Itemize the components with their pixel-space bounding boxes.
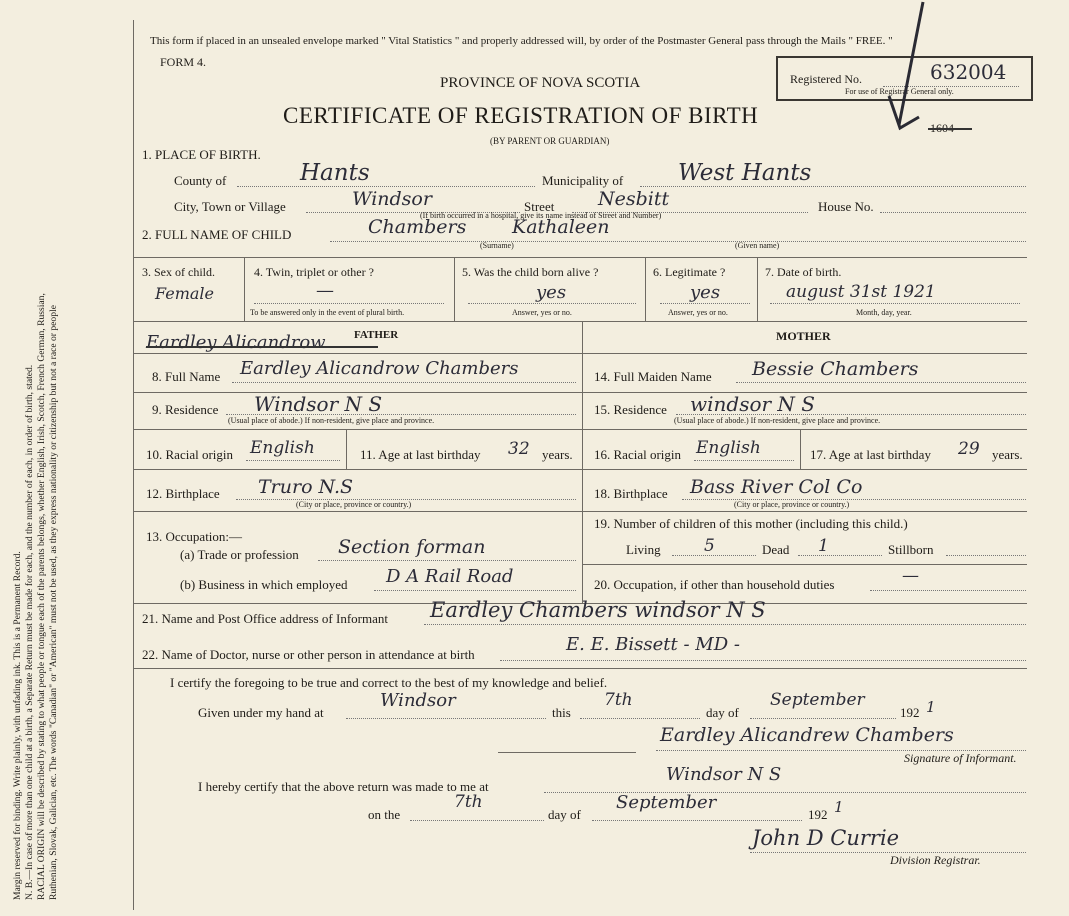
mother-residence-value: windsor N S (690, 392, 815, 416)
children-count-label: 19. Number of children of this mother (including this child.) (594, 516, 908, 531)
municipality-label: Municipality of (542, 173, 624, 188)
street-label: Street (524, 199, 555, 214)
given-year-prefix: 192 (900, 705, 920, 720)
mother-occupation-value: — (902, 566, 919, 586)
place-of-birth-label: 1. PLACE OF BIRTH. (142, 147, 261, 162)
father-race-label: 10. Racial origin (146, 447, 234, 462)
province-heading: PROVINCE OF NOVA SCOTIA (440, 75, 641, 91)
legitimate-label: 6. Legitimate ? (653, 265, 726, 279)
father-race-value: English (250, 438, 315, 458)
father-residence-note: (Usual place of abode.) If non-resident, give place and province. (228, 416, 435, 425)
twin-label: 4. Twin, triplet or other ? (254, 265, 374, 279)
twin-value: — (316, 280, 334, 301)
this-label: this (552, 705, 571, 720)
alive-value: yes (536, 282, 567, 303)
father-birthplace-label: 12. Birthplace (146, 486, 220, 501)
mother-birthplace-note: (City or place, province or country.) (734, 500, 850, 509)
doctor-label: 22. Name of Doctor, nurse or other person in attendance at birth (142, 647, 475, 662)
registered-label: Registered No. (790, 72, 862, 86)
child-given-value: Kathaleen (512, 216, 610, 238)
given-under-label: Given under my hand at (198, 705, 324, 720)
informant-signature: Eardley Alicandrew Chambers (660, 724, 954, 746)
margin-line: Margin reserved for binding. Write plainly, with unfading ink. This is a Permanent Record. (12, 551, 23, 900)
father-birthplace-note: (City or place, province or country.) (296, 500, 412, 509)
signature-caption: Signature of Informant. (904, 751, 1017, 765)
registration-day-value: 7th (454, 792, 483, 812)
slash-mark (885, 0, 935, 140)
blank-signature-line (498, 752, 636, 753)
certificate-subtitle: (BY PARENT OR GUARDIAN) (490, 136, 610, 146)
mother-name-label: 14. Full Maiden Name (594, 369, 712, 384)
margin-line: RACIAL ORIGIN will be described by stating to what people or tongue each of the parents belongs, whether English, Irish, Scotch, French German, Russian, (36, 293, 47, 900)
father-heading: FATHER (354, 329, 399, 341)
mother-race-label: 16. Racial origin (594, 447, 682, 462)
sex-value: Female (155, 284, 214, 303)
mother-name-value: Bessie Chambers (752, 358, 919, 380)
surname-caption: (Surname) (480, 241, 514, 250)
father-age-value: 32 (508, 439, 530, 459)
city-value: Windsor (352, 188, 432, 210)
mother-age-value: 29 (958, 439, 980, 459)
street-value: Nesbitt (598, 188, 670, 210)
registration-month-value: September (616, 792, 717, 813)
on-the-label: on the (368, 807, 401, 822)
registrar-caption: Division Registrar. (890, 853, 981, 867)
reg-day-of-label: day of (548, 807, 581, 822)
hereby-certify: I hereby certify that the above return was made to me at (198, 779, 489, 794)
house-no-label: House No. (818, 199, 874, 214)
business-value: D A Rail Road (386, 566, 514, 587)
registration-place-value: Windsor N S (666, 764, 782, 785)
given-name-caption: (Given name) (735, 241, 780, 250)
child-surname-value: Chambers (368, 216, 467, 238)
certificate-title: CERTIFICATE OF REGISTRATION OF BIRTH (283, 103, 759, 128)
dead-value: 1 (818, 536, 829, 556)
mother-residence-label: 15. Residence (594, 402, 667, 417)
mother-age-label: 17. Age at last birthday (810, 447, 931, 462)
birth-date-note: Month, day, year. (856, 308, 912, 317)
father-residence-value: Windsor N S (254, 392, 383, 416)
living-label: Living (626, 542, 661, 557)
trade-label: (a) Trade or profession (180, 547, 299, 562)
trade-value: Section forman (338, 536, 486, 558)
margin-line: Ruthenian, Slovak, Galician, etc. The words "Canadian" or "American" must not be used, as they express nationality or citizenship but not a race or people (48, 305, 59, 900)
sex-label: 3. Sex of child. (142, 265, 215, 279)
father-name-value: Eardley Alicandrow Chambers (240, 358, 519, 379)
mother-residence-note: (Usual place of abode.) If non-resident, give place and province. (674, 416, 881, 425)
county-label: County of (174, 173, 227, 188)
mailing-notice: This form if placed in an unsealed envelope marked " Vital Statistics " and properly addressed will, by order of the Postmaster General pass through the Mails " FREE. " (150, 35, 893, 47)
father-age-label: 11. Age at last birthday (360, 447, 481, 462)
section-rule (134, 257, 1027, 258)
father-birthplace-value: Truro N.S (258, 476, 354, 498)
registration-year-digit: 1 (834, 798, 844, 816)
twin-note: To be answered only in the event of plural birth. (250, 308, 405, 317)
form-number: FORM 4. (160, 55, 207, 69)
alive-note: Answer, yes or no. (512, 308, 572, 317)
struck-father-name: Eardley Alicandrow (146, 332, 326, 353)
birth-date-value: august 31st 1921 (786, 282, 936, 302)
mother-heading: MOTHER (776, 329, 831, 343)
struck-number: 1604 (930, 121, 954, 135)
occupation-label: 13. Occupation:— (146, 529, 243, 544)
registrar-signature: John D Currie (752, 826, 900, 850)
given-month-value: September (770, 690, 865, 710)
day-of-label: day of (706, 705, 739, 720)
legitimate-note: Answer, yes or no. (668, 308, 728, 317)
father-residence-label: 9. Residence (152, 402, 219, 417)
margin-instructions (12, 30, 60, 900)
legitimate-value: yes (690, 282, 721, 303)
living-value: 5 (704, 536, 715, 556)
mother-age-unit: years. (992, 447, 1023, 462)
municipality-value: West Hants (678, 160, 812, 186)
birth-date-label: 7. Date of birth. (765, 265, 842, 279)
alive-label: 5. Was the child born alive ? (462, 265, 599, 279)
dead-label: Dead (762, 542, 790, 557)
registered-number: 632004 (930, 60, 1007, 84)
margin-rule (133, 20, 134, 910)
business-label: (b) Business in which employed (180, 577, 348, 592)
informant-value: Eardley Chambers windsor N S (430, 598, 766, 622)
hospital-note: (If birth occurred in a hospital, give its name instead of Street and Number) (420, 211, 662, 220)
reg-year-prefix: 192 (808, 807, 828, 822)
stillborn-label: Stillborn (888, 542, 934, 557)
county-value: Hants (300, 160, 370, 186)
margin-line: N. B.—In case of more than one child at a birth, a Separate Return must be made for each, and the number of each, in order of birth, stated. (24, 364, 35, 900)
given-year-digit: 1 (926, 698, 936, 716)
city-label: City, Town or Village (174, 199, 286, 214)
father-name-label: 8. Full Name (152, 369, 221, 384)
mother-birthplace-value: Bass River Col Co (690, 476, 863, 498)
parents-divider (582, 321, 583, 603)
given-day-value: 7th (604, 690, 633, 710)
certify-statement: I certify the foregoing to be true and correct to the best of my knowledge and belief. (170, 675, 608, 690)
informant-label: 21. Name and Post Office address of Informant (142, 611, 388, 626)
given-place-value: Windsor (380, 690, 456, 711)
mother-race-value: English (696, 438, 761, 458)
mother-occupation-label: 20. Occupation, if other than household duties (594, 577, 835, 592)
doctor-value: E. E. Bissett - MD - (566, 634, 740, 655)
mother-birthplace-label: 18. Birthplace (594, 486, 668, 501)
father-age-unit: years. (542, 447, 573, 462)
registrar-use-note: For use of Registrar General only. (845, 87, 954, 96)
child-name-label: 2. FULL NAME OF CHILD (142, 227, 292, 242)
